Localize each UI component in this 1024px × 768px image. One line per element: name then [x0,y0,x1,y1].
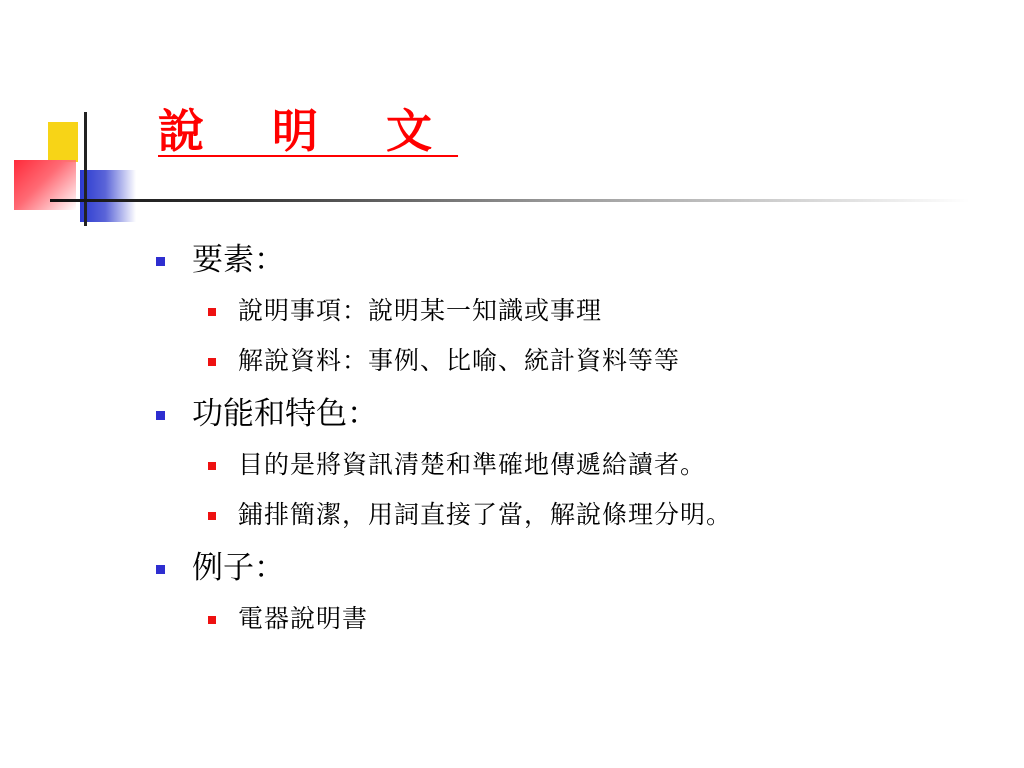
title-divider-line [50,199,970,202]
sub-bullet-item [150,440,990,490]
sub-bullet-text: 說明事項：說明某一知識或事理 [238,296,603,325]
square-bullet-icon [208,512,216,520]
bullet-label: 功能和特色： [192,396,378,432]
square-bullet-icon [156,565,165,574]
sub-bullet-text: 鋪排簡潔，用詞直接了當，解說條理分明。 [238,500,733,529]
square-bullet-icon [156,411,165,420]
decorative-vertical-line [84,112,87,226]
sub-bullet-text: 目的是將資訊清楚和準確地傳遞給讀者。 [238,450,707,479]
sub-bullet-item [150,594,990,644]
sub-bullet-text: 解說資料：事例、比喻、統計資料等等 [238,346,681,375]
bullet-label: 例子： [192,550,285,586]
sub-bullet-text: 電器說明書 [238,604,369,633]
square-bullet-icon [208,358,216,366]
bullet-item-examples [150,542,990,594]
bullet-label: 要素： [192,242,285,278]
bullet-item-elements [150,234,990,286]
sub-bullet-item [150,286,990,336]
square-bullet-icon [208,308,216,316]
slide-title: 說 明 文 [158,104,459,158]
decorative-blue-square [80,170,136,222]
decorative-red-square [14,160,76,210]
bullet-item-features [150,388,990,440]
sub-bullet-item [150,490,990,540]
square-bullet-icon [208,616,216,624]
sub-bullet-item [150,336,990,386]
bullet-list [150,234,990,644]
square-bullet-icon [156,257,165,266]
decorative-yellow-square [48,122,78,162]
square-bullet-icon [208,462,216,470]
